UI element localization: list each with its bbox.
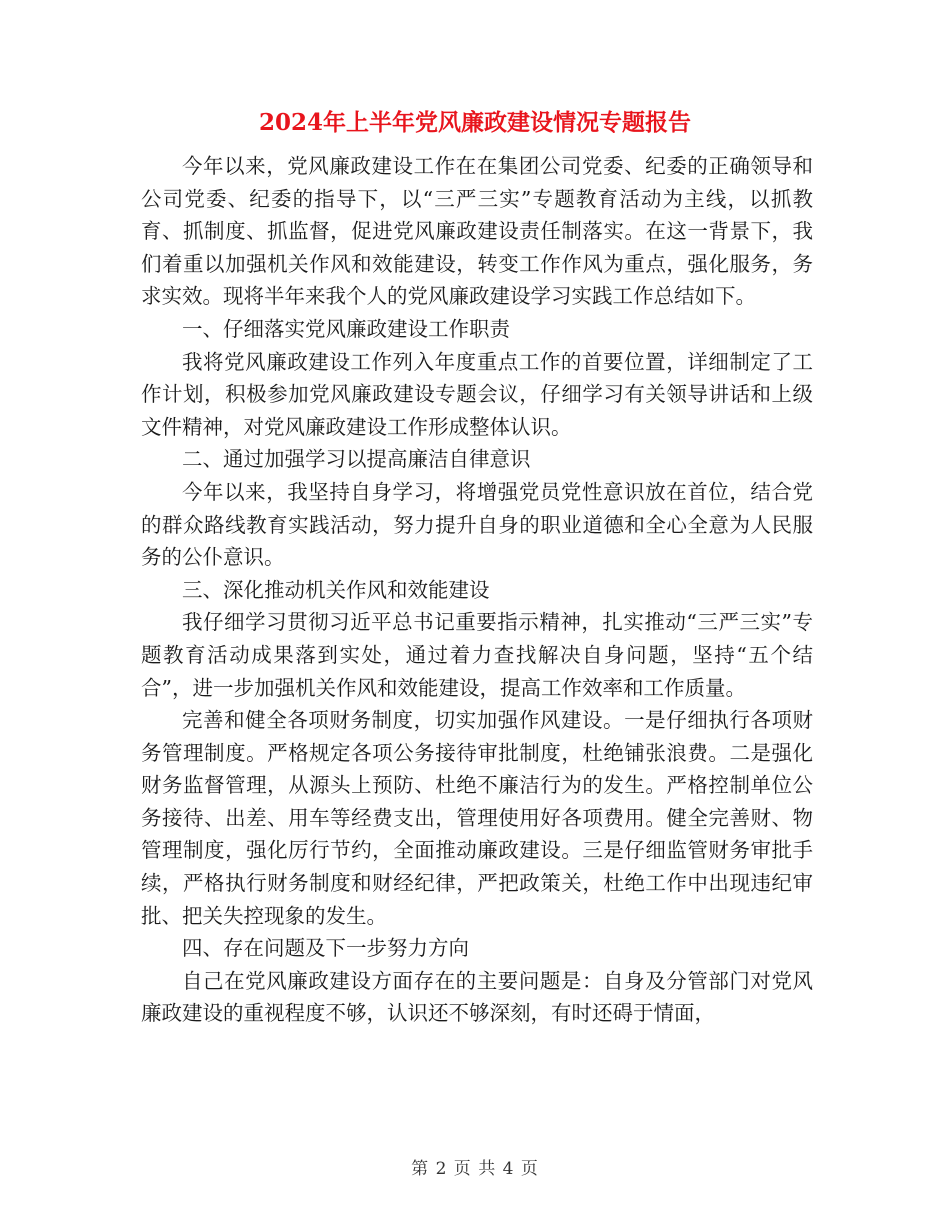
page-number-footer: 第 2 页 共 4 页 — [411, 1159, 539, 1179]
paragraph-intro: 今年以来，党风廉政建设工作在在集团公司党委、纪委的正确领导和公司党委、纪委的指导下，以“三严三实”专题教育活动为主线，以抓教育、抓制度、抓监督，促进党风廉政建设责任制落实。在这一背景下，我们着重以加强机关作风和效能建设，转变工作作风为重点，强化服务，务求实效。现将半年来我个人的党风廉政建设学习实践工作总结如下。 — [141, 154, 813, 309]
section-heading-3: 三、深化推动机关作风和效能建设 — [182, 577, 490, 602]
paragraph-finance: 完善和健全各项财务制度，切实加强作风建设。一是仔细执行各项财务管理制度。严格规定各项公务接待审批制度，杜绝铺张浪费。二是强化财务监督管理，从源头上预防、杜绝不廉洁行为的发生。严格控制单位公务接待、出差、用车等经费支出，管理使用好各项费用。健全完善财、物管理制度，强化厉行节约，全面推动廉政建设。三是仔细监管财务审批手续，严格执行财务制度和财经纪律，严把政策关，杜绝工作中出现违纪审批、把关失控现象的发生。 — [141, 708, 813, 928]
document-body — [141, 150, 813, 1030]
paragraph-section-3: 我仔细学习贯彻习近平总书记重要指示精神，扎实推动“三严三实”专题教育活动成果落到实处，通过着力查找解决自身问题，坚持“五个结合”，进一步加强机关作风和效能建设，提高工作效率和工作质量。 — [141, 610, 813, 700]
paragraph-section-4: 自己在党风廉政建设方面存在的主要问题是：自身及分管部门对党风廉政建设的重视程度不够，认识还不够深刻，有时还碍于情面， — [141, 968, 813, 1026]
section-heading-4: 四、存在问题及下一步努力方向 — [182, 936, 469, 961]
section-heading-2: 二、通过加强学习以提高廉洁自律意识 — [182, 447, 531, 472]
section-heading-1: 一、仔细落实党风廉政建设工作职责 — [182, 316, 510, 341]
document-title: 2024年上半年党风廉政建设情况专题报告 — [258, 109, 691, 136]
paragraph-section-2: 今年以来，我坚持自身学习，将增强党员党性意识放在首位，结合党的群众路线教育实践活动，努力提升自身的职业道德和全心全意为人民服务的公仆意识。 — [141, 479, 813, 570]
paragraph-section-1: 我将党风廉政建设工作列入年度重点工作的首要位置，详细制定了工作计划，积极参加党风廉政建设专题会议，仔细学习有关领导讲话和上级文件精神，对党风廉政建设工作形成整体认识。 — [141, 349, 813, 439]
